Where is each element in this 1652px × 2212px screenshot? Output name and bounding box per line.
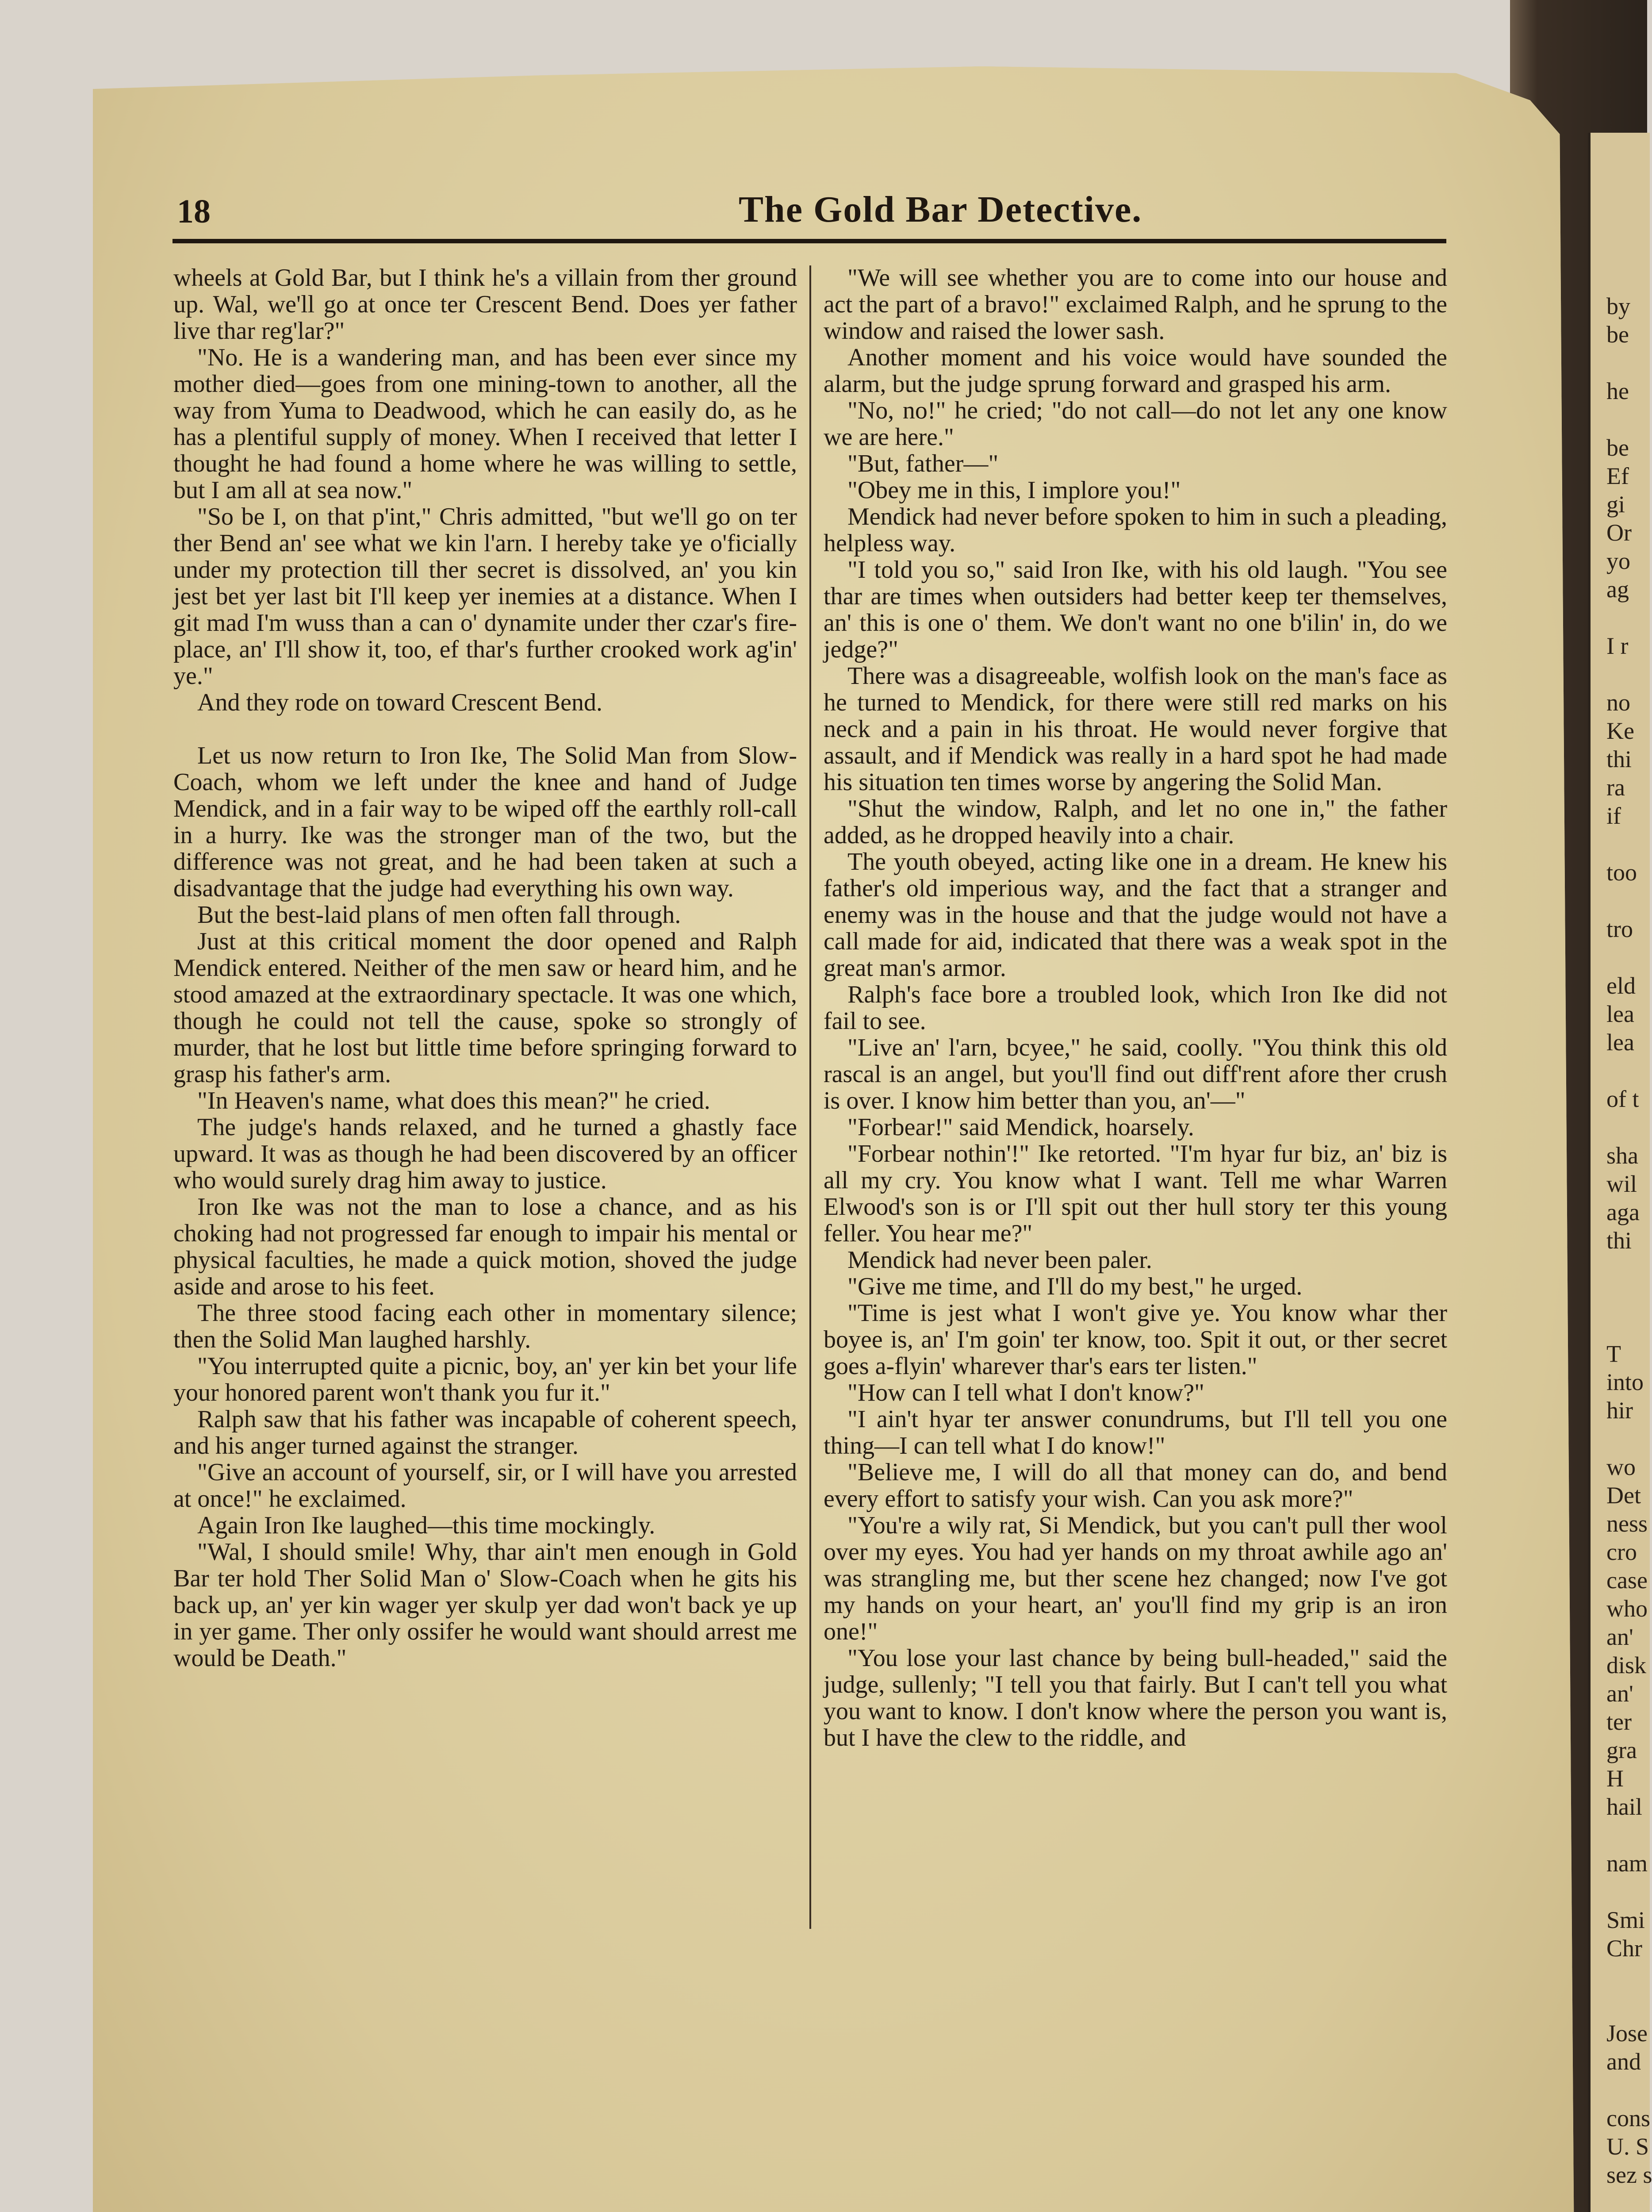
paragraph: Again Iron Ike laughed—this time mockingly. bbox=[197, 1512, 655, 1539]
paragraph: "How can I tell what I don't know?" bbox=[847, 1379, 1204, 1406]
paragraph: "Shut the window, Ralph, and let no one in," the father added, as he dropped heavily into a chair. bbox=[824, 795, 1447, 849]
page-number: 18 bbox=[177, 193, 211, 230]
paragraph: "I ain't hyar ter answer conundrums, but I'll tell you one thing—I can tell what I do know!" bbox=[824, 1406, 1447, 1459]
adjacent-page-fragment bbox=[1588, 133, 1650, 2212]
paragraph: Ralph saw that his father was incapable of coherent speech, and his anger turned against the stranger. bbox=[173, 1406, 797, 1459]
paragraph: There was a disagreeable, wolfish look on the man's face as he turned to Mendick, for there were still red marks on his neck and a pain in his throat. He would never forgive that assault, and if Mendick was really in a hard spot he had made his situation ten times worse by angering the Solid Man. bbox=[824, 662, 1447, 796]
header-rule bbox=[172, 239, 1446, 243]
paragraph: Ralph's face bore a troubled look, which Iron Ike did not fail to see. bbox=[824, 981, 1447, 1035]
column-divider bbox=[809, 265, 811, 1929]
left-text-column bbox=[173, 265, 797, 2114]
paragraph: Just at this critical moment the door opened and Ralph Mendick entered. Neither of the men saw or heard him, and he stood amazed at the extraordinary spectacle. It was one which, though he could not tell the cause, spoke so strongly of murder, that he lost but little time before springing forward to grasp his father's arm. bbox=[173, 928, 797, 1088]
paragraph: "In Heaven's name, what does this mean?" he cried. bbox=[197, 1087, 710, 1114]
paragraph: But the best-laid plans of men often fall through. bbox=[197, 901, 681, 929]
right-text-column bbox=[824, 265, 1447, 2114]
paragraph: The three stood facing each other in momentary silence; then the Solid Man laughed harshly. bbox=[173, 1299, 797, 1353]
paragraph: "Believe me, I will do all that money can do, and bend every effort to satisfy your wish. Can you ask more?" bbox=[824, 1459, 1447, 1513]
paragraph: Another moment and his voice would have sounded the alarm, but the judge sprung forward and grasped his arm. bbox=[824, 344, 1447, 398]
paragraph: "But, father—" bbox=[847, 450, 999, 477]
paragraph: "Time is jest what I won't give ye. You know whar ther boyee is, an' I'm goin' ter know, too. Spit it out, or ther secret goes a-flyin' wharever thar's ears ter listen." bbox=[824, 1299, 1447, 1380]
section-break bbox=[173, 716, 797, 742]
running-head bbox=[177, 188, 1451, 237]
paragraph: Let us now return to Iron Ike, The Solid Man from Slow-Coach, whom we left under the knee and hand of Judge Mendick, and in a fair way to be wiped off the earthly roll-call in a hurry. Ike was the stronger man of the two, but the difference was not great, and he had been taken at such a disadvantage that the judge had everything his own way. bbox=[173, 742, 797, 902]
paragraph: "Give an account of yourself, sir, or I will have you arrested at once!" he exclaimed. bbox=[173, 1459, 797, 1513]
paragraph: "You interrupted quite a picnic, boy, an' yer kin bet your life your honored parent won't thank you fur it." bbox=[173, 1352, 797, 1406]
paragraph: wheels at Gold Bar, but I think he's a villain from ther ground up. Wal, we'll go at once ter Crescent Bend. Does yer father live thar reg'lar?" bbox=[173, 264, 797, 345]
paragraph: "So be I, on that p'int," Chris admitted, "but we'll go on ter ther Bend an' see what we kin l'arn. I hereby take ye o'ficially under my protection till ther secret is dissolved, an' you kin jest bet yer last bit I'll keep yer inemies at a distance. When I git mad I'm wuss than a can o' dynamite under ther czar's fire-place, an' I'll show it, too, ef thar's further crooked work ag'in' ye." bbox=[173, 503, 797, 690]
adjacent-page-text: by be he be Ef gi Or yo ag I r no Ke thi ra if too tro eld lea lea of t sha wil aga thi T into hir wo Det ness cro case who an' disk an' ter gra H hail nam Smi Chr Jose and cons U. S sez s bbox=[1606, 293, 1652, 2188]
paragraph: "Obey me in this, I implore you!" bbox=[847, 476, 1181, 504]
paragraph: "Give me time, and I'll do my best," he urged. bbox=[847, 1273, 1303, 1300]
paragraph: Mendick had never been paler. bbox=[847, 1246, 1152, 1274]
paragraph: Iron Ike was not the man to lose a chance, and as his choking had not progressed far enough to impair his mental or physical faculties, he made a quick motion, shoved the judge aside and arose to his feet. bbox=[173, 1193, 797, 1300]
paragraph: "No. He is a wandering man, and has been ever since my mother died—goes from one mining-town to another, all the way from Yuma to Deadwood, which he can easily do, as he has a plentiful supply of money. When I received that letter I thought he had found a home where he was willing to settle, but I am all at sea now." bbox=[173, 344, 797, 504]
paragraph: And they rode on toward Crescent Bend. bbox=[197, 689, 602, 716]
paragraph: "Forbear nothin'!" Ike retorted. "I'm hyar fur biz, an' biz is all my cry. You know what I want. Tell me whar Warren Elwood's son is or I'll spit out ther hull story ter this young feller. You hear me?" bbox=[824, 1140, 1447, 1247]
paragraph: "We will see whether you are to come into our house and act the part of a bravo!" exclaimed Ralph, and he sprung to the window and raised the lower sash. bbox=[824, 264, 1447, 345]
paragraph: "I told you so," said Iron Ike, with his old laugh. "You see thar are times when outsiders had better keep ter themselves, an' this is one o' them. We don't want no one b'ilin' in, do we jedge?" bbox=[824, 556, 1447, 663]
paragraph: "You're a wily rat, Si Mendick, but you can't pull ther wool over my eyes. You had yer hands on my throat awhile ago an' was strangling me, but ther scene hez changed; now I've got my hands on your heart, an' you'll find my grip is an iron one!" bbox=[824, 1512, 1447, 1645]
paragraph: The youth obeyed, acting like one in a dream. He knew his father's old imperious way, and the fact that a stranger and enemy was in the house and that the judge would not have a call made for aid, indicated that there was a weak spot in the great man's armor. bbox=[824, 848, 1447, 982]
paragraph: "Wal, I should smile! Why, thar ain't men enough in Gold Bar ter hold Ther Solid Man o' Slow-Coach when he gits his back up, an' yer kin wager yer skulp yer dad won't back ye up in yer game. Ther only ossifer he would want should arrest me would be Death." bbox=[173, 1538, 797, 1672]
publication-title: The Gold Bar Detective. bbox=[739, 189, 1142, 230]
paragraph: "No, no!" he cried; "do not call—do not let any one know we are here." bbox=[824, 397, 1447, 451]
paragraph: "Live an' l'arn, bcyee," he said, coolly. "You think this old rascal is an angel, but you'll find out diff'rent afore ther crush is over. I know him better than you, an'—" bbox=[824, 1034, 1447, 1114]
paragraph: The judge's hands relaxed, and he turned a ghastly face upward. It was as though he had been discovered by an officer who would surely drag him away to justice. bbox=[173, 1114, 797, 1194]
paragraph: Mendick had never before spoken to him in such a pleading, helpless way. bbox=[824, 503, 1447, 557]
paragraph: "You lose your last chance by being bull-headed," said the judge, sullenly; "I tell you that fairly. But I can't tell you what you want to know. I don't know where the person you want is, but I have the clew to the riddle, and bbox=[824, 1644, 1447, 1751]
paragraph: "Forbear!" said Mendick, hoarsely. bbox=[847, 1114, 1194, 1141]
